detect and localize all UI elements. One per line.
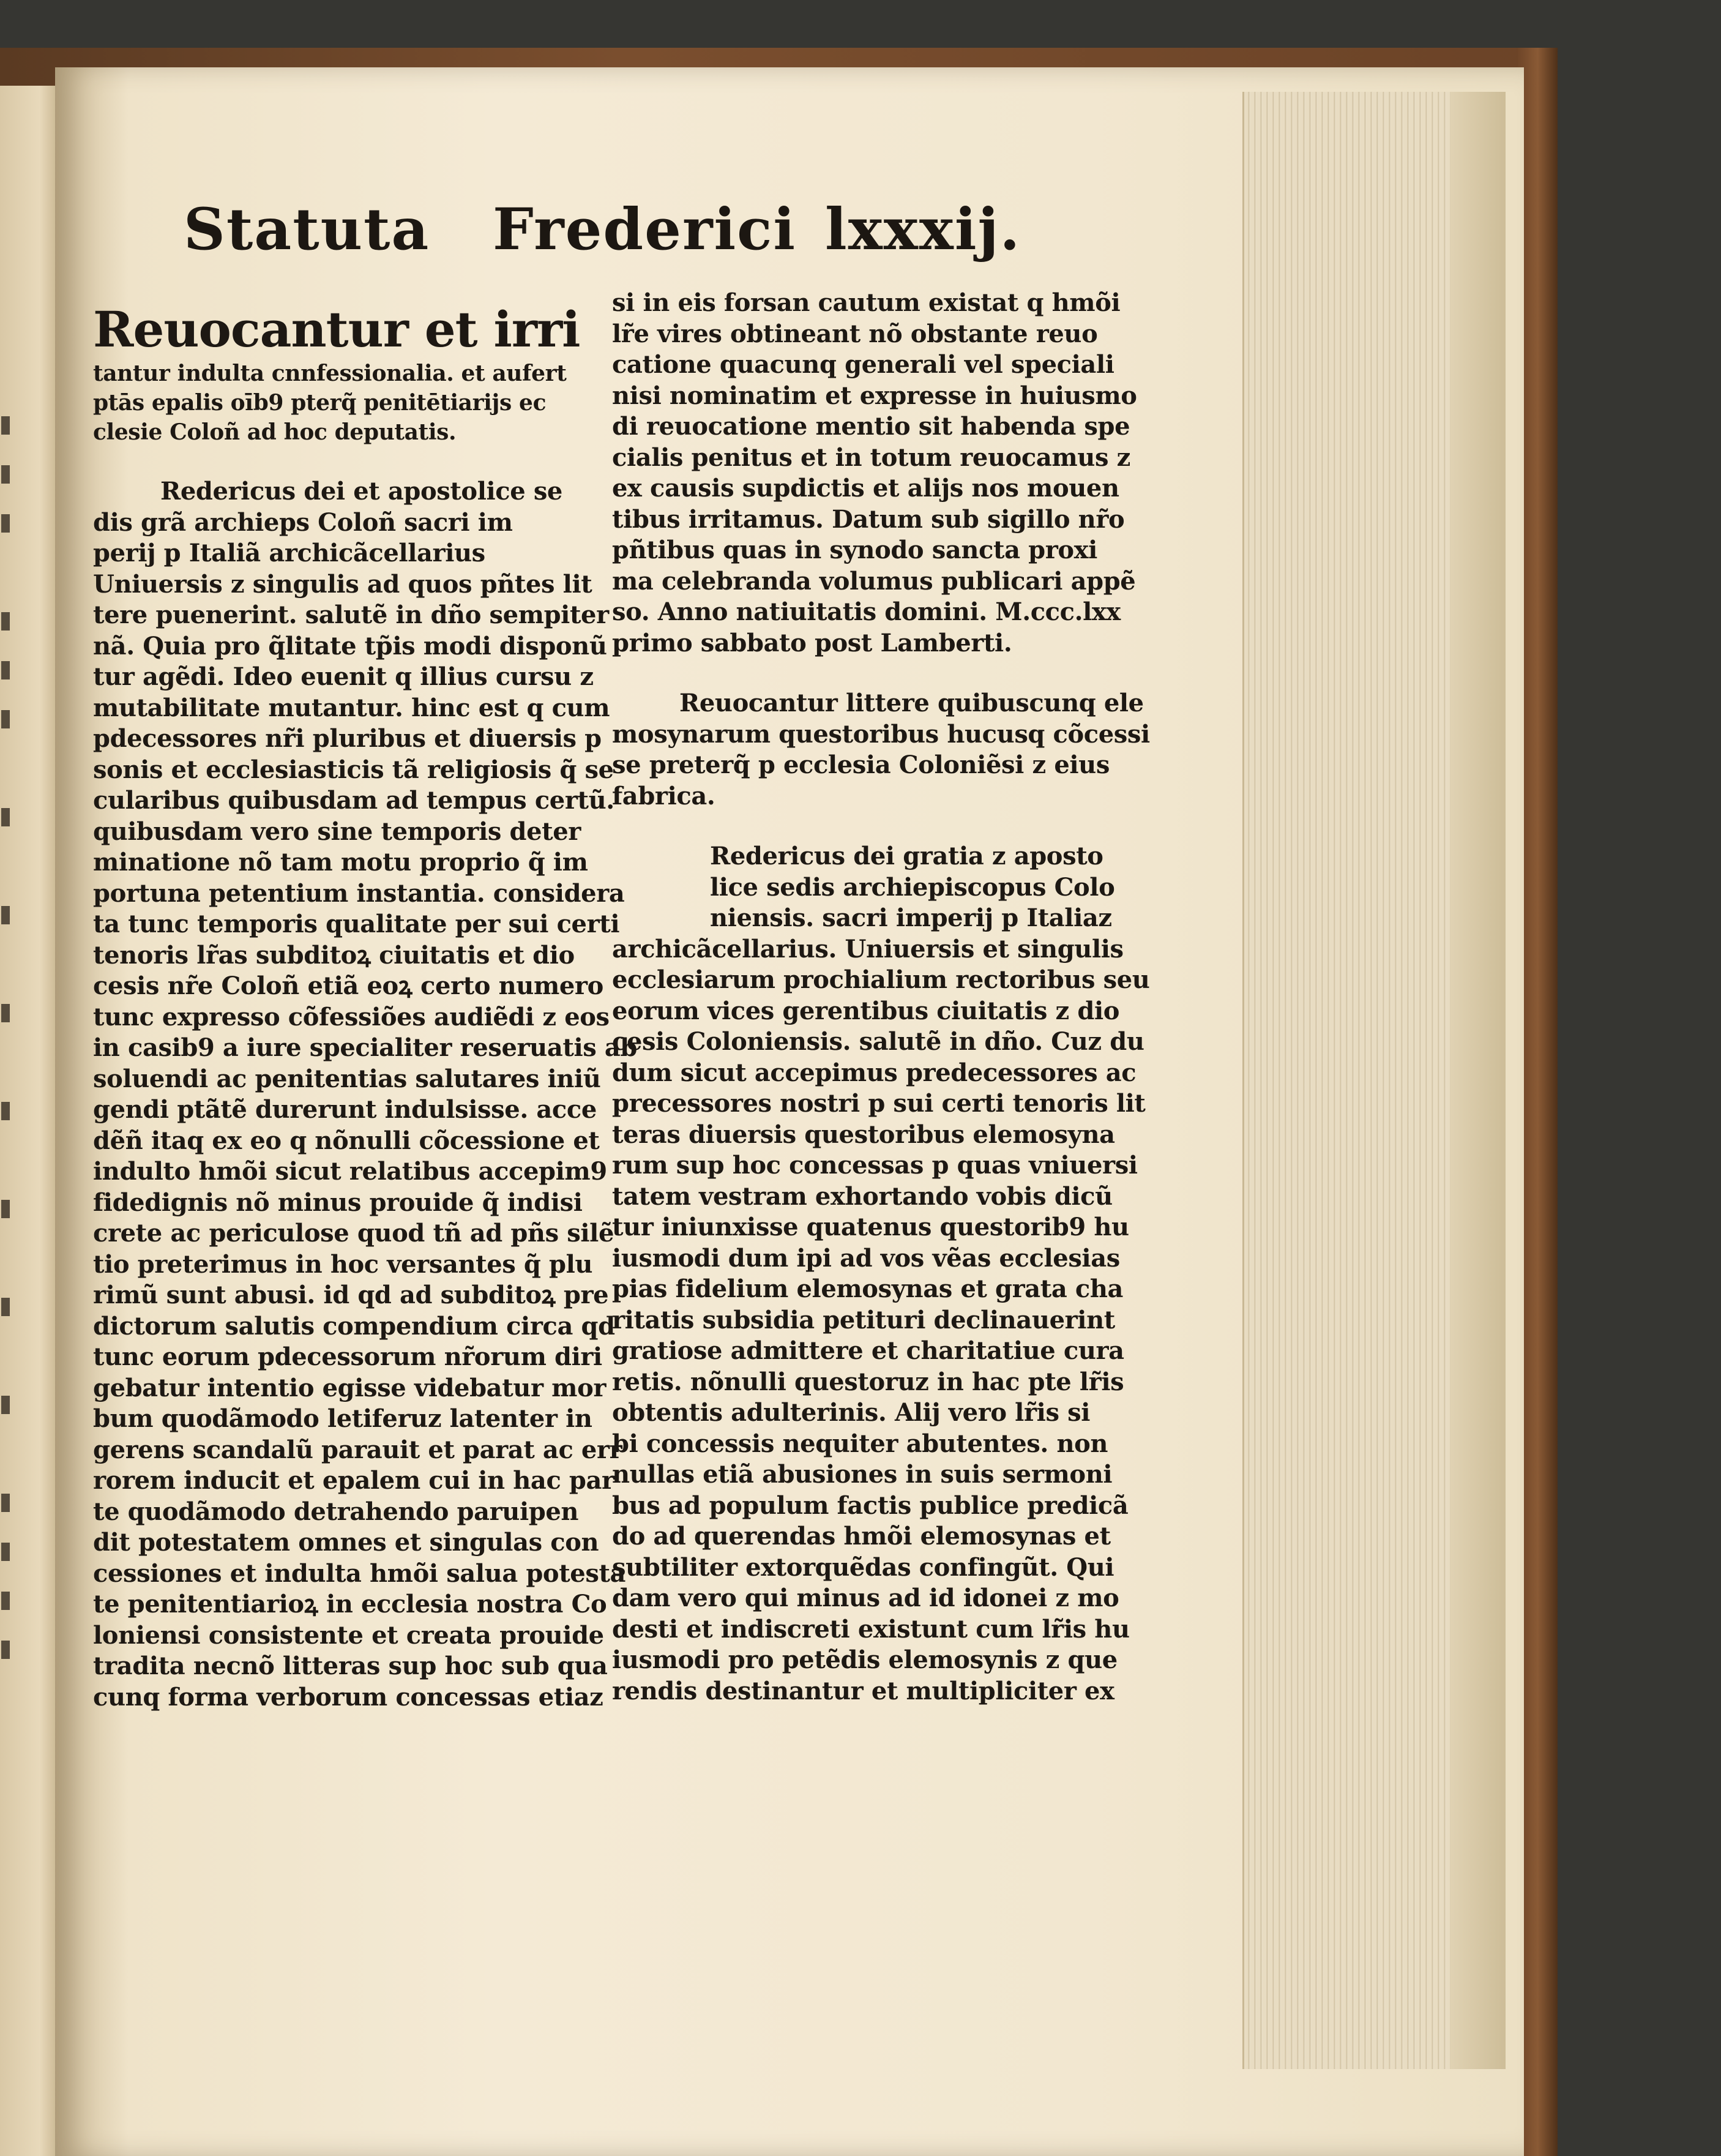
- fore-edge-shade: [1450, 92, 1506, 2069]
- text-line: dẽñ itaq ex eo q nõnulli cõcessione et: [93, 1126, 600, 1155]
- text-line: tur agẽdi. Ideo euenit q illius cursu z: [93, 662, 594, 691]
- text-line: so. Anno natiuitatis domini. M.ccc.lxx: [612, 597, 1121, 626]
- text-line: retis. nõnulli questoruz in hac pte lr̃is: [612, 1367, 1124, 1396]
- text-line: gerens scandalũ parauit et parat ac err: [93, 1435, 622, 1464]
- text-line: bi concessis nequiter abutentes. non: [612, 1429, 1108, 1458]
- text-line: dictorum salutis compendium circa qd: [93, 1311, 615, 1341]
- text-line: indulto hmõi sicut relatibus accepim9: [93, 1157, 607, 1186]
- text-line: cessiones et indulta hmõi salua potesta: [93, 1559, 626, 1588]
- text-line: desti et indiscreti existunt cum lr̃is hu: [612, 1614, 1130, 1644]
- text-line: tunc eorum pdecessorum nr̃orum diri: [93, 1342, 602, 1371]
- text-line: lice sedis archiepiscopus Colo: [710, 872, 1115, 902]
- text-line: nã. Quia pro q̃litate tp̃is modi disponũ: [93, 631, 607, 661]
- text-line: niensis. sacri imperij p Italiaz: [710, 904, 1112, 932]
- heading-line: mosynarum questoribus hucusq cõcessi: [612, 719, 1150, 749]
- text-line: bum quodãmodo letiferuz latenter in: [93, 1404, 592, 1433]
- text-line: crete ac periculose quod tñ ad pñs silẽ: [93, 1219, 614, 1248]
- text-line: bus ad populum factis publice predicã: [612, 1491, 1129, 1520]
- text-line: cesis nr̃e Coloñ etiã eoꝝ certo numero: [93, 971, 603, 1000]
- text-line: gendi ptãtẽ durerunt indulsisse. acce: [93, 1095, 597, 1124]
- text-line: ta tunc temporis qualitate per sui certi: [93, 910, 620, 938]
- left-page-text-fragments: [0, 86, 18, 2156]
- left-body: [93, 476, 637, 1713]
- text-line: di reuocatione mentio sit habenda spe: [612, 412, 1130, 441]
- heading-lines: [93, 359, 567, 447]
- text-line: quibusdam vero sine temporis deter: [93, 817, 581, 846]
- text-line: ritatis subsidia petituri declinauerint: [612, 1305, 1115, 1334]
- text-line: te penitentiarioꝝ in ecclesia nostra Co: [93, 1590, 607, 1619]
- text-line: dum sicut accepimus predecessores ac: [612, 1058, 1137, 1087]
- text-line: minatione nõ tam motu proprio q̃ im: [93, 848, 588, 877]
- heading-line: Reuocantur littere quibuscunq ele: [679, 689, 1144, 717]
- text-line: Uniuersis z singulis ad quos pñtes lit: [93, 569, 592, 599]
- text-line: subtiliter extorquẽdas confingũt. Qui: [612, 1552, 1114, 1582]
- heading-line: clesie Coloñ ad hoc deputatis.: [93, 419, 457, 445]
- text-line: si in eis forsan cautum existat q hmõi: [612, 288, 1121, 317]
- text-line: rum sup hoc concessas p quas vniuersi: [612, 1151, 1138, 1180]
- text-line: obtentis adulterinis. Alij vero lr̃is si: [612, 1398, 1091, 1427]
- right-part-1: [612, 288, 1137, 659]
- text-line: rorem inducit et epalem cui in hac par: [93, 1466, 614, 1495]
- heading-line: se preterq̃ p ecclesia Coloniẽsi z eius: [612, 750, 1110, 779]
- header-left: Statuta: [184, 196, 430, 263]
- text-line: pñtibus quas in synodo sancta proxi: [612, 536, 1097, 564]
- text-line: teras diuersis questoribus elemosyna: [612, 1120, 1115, 1149]
- text-line: mutabilitate mutantur. hinc est q cum: [93, 693, 610, 722]
- text-line: Redericus dei et apostolice se: [160, 477, 562, 506]
- text-line: tere puenerint. salutẽ in dño sempiter: [93, 601, 609, 629]
- text-line: ma celebranda volumus publicari appẽ: [612, 566, 1136, 596]
- text-line: soluendi ac penitentias salutares iniũ: [93, 1064, 601, 1093]
- text-line: catione quacunq generali vel speciali: [612, 350, 1114, 379]
- right-part-2: [612, 841, 1150, 1707]
- heading-line: ptās epalis oīb9 pterq̃ penitētiarijs ec: [93, 390, 547, 416]
- text-line: perij p Italiã archicãcellarius: [93, 539, 485, 567]
- text-line: tatem vestram exhortando vobis dicũ: [612, 1181, 1113, 1211]
- text-line: pias fidelium elemosynas et grata cha: [612, 1275, 1124, 1303]
- header-middle: Frederici: [493, 196, 797, 263]
- text-line: dam vero qui minus ad id idonei z mo: [612, 1584, 1119, 1612]
- text-line: in casib9 a iure specialiter reseruatis ab: [93, 1033, 637, 1062]
- right-column: [612, 288, 1150, 1707]
- heading-line: tantur indulta cnnfessionalia. et aufert: [93, 361, 567, 386]
- heading-line: fabrica.: [612, 781, 715, 810]
- text-line: tunc expresso cõfessiões audiẽdi z eos: [93, 1002, 610, 1031]
- text-line: rendis destinantur et multipliciter ex: [612, 1676, 1114, 1705]
- text-line: loniensi consistente et creata prouide: [93, 1620, 604, 1650]
- text-line: fidedignis nõ minus prouide q̃ indisi: [93, 1188, 583, 1217]
- text-line: primo sabbato post Lamberti.: [612, 628, 1012, 657]
- text-line: precessores nostri p sui certi tenoris lit: [612, 1089, 1146, 1118]
- text-line: dis grã archieps Coloñ sacri im: [93, 507, 513, 537]
- text-line: sonis et ecclesiasticis tã religiosis q̃ se: [93, 755, 614, 784]
- text-line: gratiose admittere et charitatiue cura: [612, 1336, 1124, 1365]
- text-line: ex causis supdictis et alijs nos mouen: [612, 474, 1119, 503]
- text-line: tibus irritamus. Datum sub sigillo nr̃o: [612, 504, 1125, 534]
- text-line: portuna petentium instantia. considera: [93, 878, 625, 908]
- text-line: iusmodi pro petẽdis elemosynis z que: [612, 1645, 1118, 1674]
- text-line: cesis Coloniensis. salutẽ in dño. Cuz du: [612, 1027, 1144, 1056]
- text-line: nullas etiã abusiones in suis sermoni: [612, 1460, 1113, 1489]
- text-line: archicãcellarius. Uniuersis et singulis: [612, 934, 1124, 964]
- text-line: tio preterimus in hoc versantes q̃ plu: [93, 1249, 593, 1279]
- text-line: iusmodi dum ipi ad vos vẽas ecclesias: [612, 1243, 1120, 1273]
- text-line: cularibus quibusdam ad tempus certũ.: [93, 786, 614, 815]
- text-line: eorum vices gerentibus ciuitatis z dio: [612, 996, 1120, 1025]
- text-line: do ad querendas hmõi elemosynas et: [612, 1522, 1111, 1551]
- text-line: te quodãmodo detrahendo paruipen: [93, 1497, 579, 1526]
- text-line: cialis penitus et in totum reuocamus z: [612, 443, 1130, 472]
- text-line: ecclesiarum prochialium rectoribus seu: [612, 965, 1150, 994]
- text-line: dit potestatem omnes et singulas con: [93, 1528, 599, 1557]
- left-column: [93, 300, 637, 1713]
- section-heading: Reuocantur et irri: [93, 301, 580, 358]
- page-fore-edge: [1242, 92, 1465, 2069]
- text-line: gebatur intentio egisse videbatur mor: [93, 1373, 607, 1402]
- text-line: nisi nominatim et expresse in huiusmo: [612, 381, 1137, 410]
- folio-number: lxxxij.: [825, 196, 1021, 263]
- text-line: tradita necnõ litteras sup hoc sub qua: [93, 1652, 608, 1680]
- text-line: Redericus dei gratia z aposto: [710, 842, 1103, 870]
- text-line: cunq forma verborum concessas etiaz: [93, 1682, 603, 1712]
- running-header: [184, 196, 1021, 269]
- text-line: pdecessores nr̃i pluribus et diuersis p: [93, 724, 602, 753]
- text-line: tur iniunxisse quatenus questorib9 hu: [612, 1213, 1129, 1241]
- text-line: rimũ sunt abusi. id qd ad subditoꝝ pre: [93, 1281, 609, 1309]
- second-section-heading: [612, 688, 1150, 812]
- text-line: lr̃e vires obtineant nõ obstante reuo: [612, 319, 1098, 348]
- text-line: tenoris lr̃as subditoꝝ ciuitatis et dio: [93, 940, 575, 970]
